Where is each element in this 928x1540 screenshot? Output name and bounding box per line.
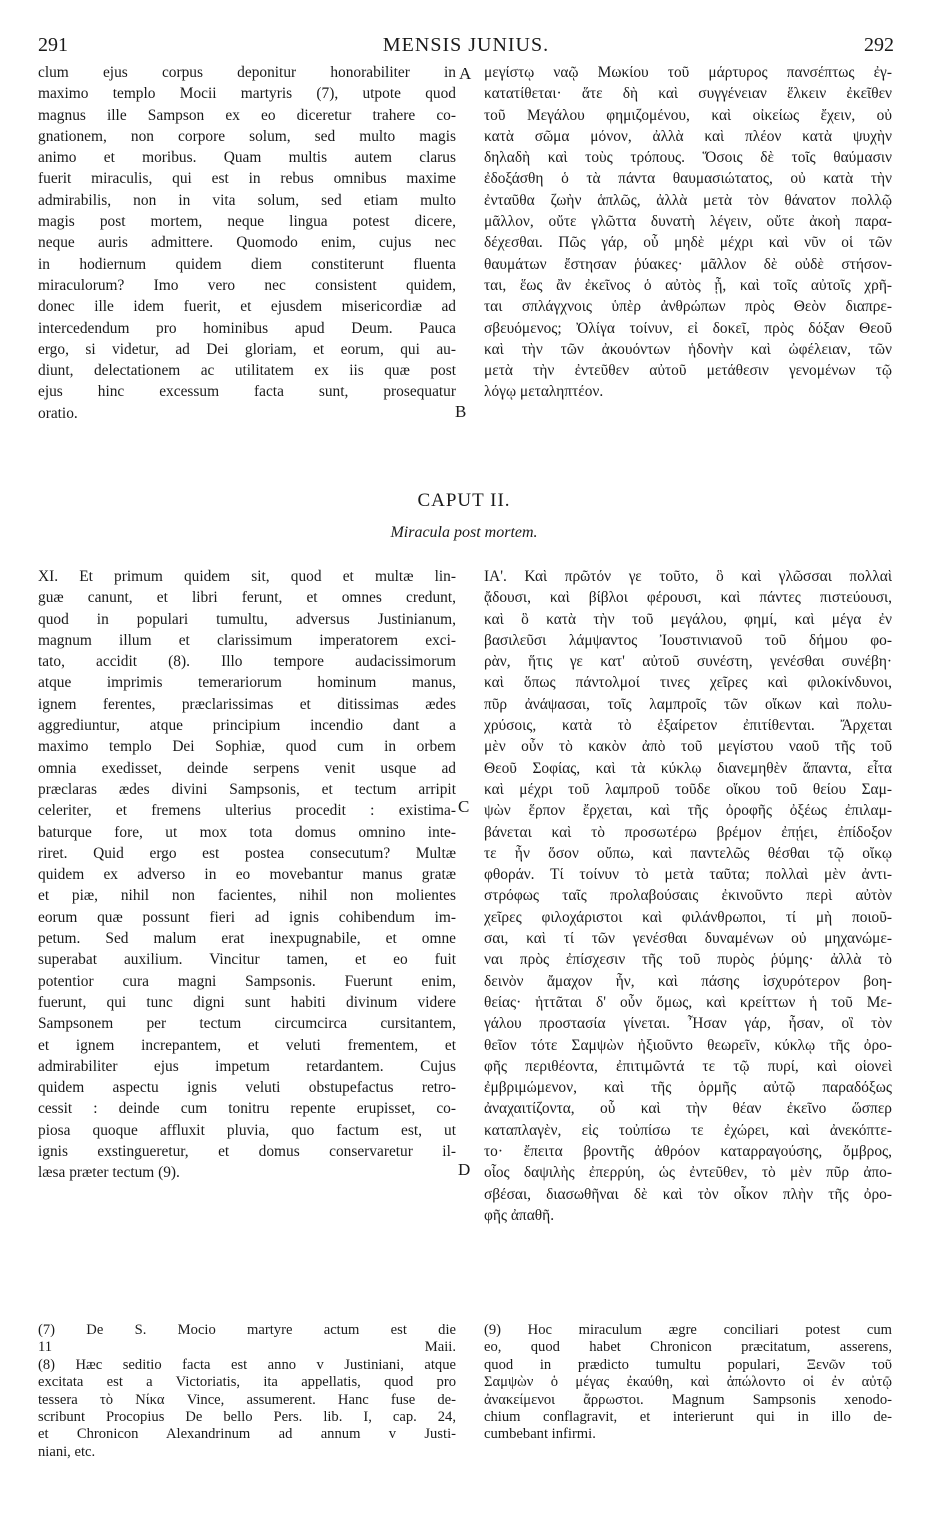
text-line: cumbebant infirmi. xyxy=(484,1426,596,1443)
text-line: τε ἦν ὅσον οὔπω, καὶ παντελῶς θέσθαι τῷ οἴκῳ xyxy=(484,844,892,862)
text-line: magnum illum et clarissimum imperatorem exci- xyxy=(38,631,456,649)
text-line: βάνεται καὶ τὸ προσωτέρω βρέμον ἐπῄει, ἐπίδοξον xyxy=(484,823,892,841)
text-line: animo et moribus. Quam multis autem clarus xyxy=(38,149,456,167)
text-line: admirabiliter ejus impetum retardantem. Cujus xyxy=(38,1057,456,1075)
text-line: χρύσοις, κατὰ τὸ ἐξαίρετον ἐπιτίθενται. Ἄρχεται xyxy=(484,717,892,735)
latin-column-main xyxy=(38,566,456,1184)
text-line: (7) De S. Mocio martyre actum est die xyxy=(38,1322,456,1338)
greek-column-top xyxy=(484,62,892,403)
text-line: μὲν οὖν τὸ κακὸν ἀπὸ τοῦ μεγίστου ναοῦ τῆς τοῦ xyxy=(484,738,892,756)
text-line: maximo templo Dei Sophiæ, quod cum in orbem xyxy=(38,738,456,756)
text-line: magnus ille Sampson ex eo diceretur trahere co- xyxy=(38,106,456,124)
text-line: maximo templo Mocii martyris (7), utpote quod xyxy=(38,85,456,103)
text-line: magis post mortem, neque lingua potest dicere, xyxy=(38,213,456,231)
text-line: fuerunt, qui tunc digni sunt habiti divinum videre xyxy=(38,993,456,1011)
text-line: guæ canunt, et libri ferunt, et omnes credunt, xyxy=(38,589,456,607)
footnotes-left xyxy=(38,1322,456,1461)
text-line: donec ille idem fuerit, et ejusdem misericordiæ ad xyxy=(38,298,456,316)
text-line: superabat auxilium. Vincitur tamen, et eo fuit xyxy=(38,951,456,969)
text-line: θαυμάτων ἔστησαν ῥύακες· μᾶλλον δὲ οὐδὲ στήσον- xyxy=(484,255,892,273)
text-line: (8) Hæc seditio facta est anno v Justiniani, atque xyxy=(38,1356,456,1373)
text-line: oratio. xyxy=(38,404,78,422)
text-line: et ignem increpantem, et veluti frementem, et xyxy=(38,1036,456,1054)
margin-marker-a: A xyxy=(459,64,472,83)
text-line: cessit : deinde cum tonitru repente erupisset, co- xyxy=(38,1100,456,1118)
running-header xyxy=(38,34,894,60)
text-line: στρόφως ταῖς προλαβούσαις ἐκινοῦντο περὶ αὐτὸν xyxy=(484,887,892,905)
text-line: omnia exedisset, deinde serpens venit usque ad xyxy=(38,759,456,777)
text-line: σβέσαι, διασωθῆναι δὲ καὶ τὸν οἶκον πλὴν τῆς ὀρο- xyxy=(484,1185,892,1203)
footnotes-right xyxy=(484,1322,892,1444)
text-line: θεῖον τότε Σαμψὼν ἠξιοῦντο θεωρεῖν, κύκλῳ τῆς ὀρο- xyxy=(484,1036,892,1054)
running-title: MENSIS JUNIUS. xyxy=(382,34,550,56)
text-line: aggrediuntur, atque principium incendio dant a xyxy=(38,717,456,735)
text-line: ναι πρὸς ἐπίσχεσιν τῆς τοῦ πυρὸς ῥύμης· ἀλλὰ τὸ xyxy=(484,951,892,969)
margin-marker-d: D xyxy=(458,1160,471,1179)
text-line: neque auris admittere. Quomodo enim, cujus nec xyxy=(38,234,456,252)
text-line: φῆς περιθέοντα, ἐπιτιμῶντά τε τῷ πυρί, καὶ οἱονεὶ xyxy=(484,1057,892,1075)
text-line: eorum quæ possunt fieri ad ignis cohibendum im- xyxy=(38,908,456,926)
text-line: præclaras ædes divini Sampsonis, et tectum arripit xyxy=(38,780,456,798)
text-line: (9) Hoc miraculum ægre conciliari potest cum xyxy=(484,1322,892,1338)
text-line: καὶ μέχρι τοῦ λαμπροῦ τοῦδε οἴκου τοῦ θείου Σαμ- xyxy=(484,780,892,798)
text-line: riret. Quid ergo est postea consecutum? Multæ xyxy=(38,844,456,862)
text-line: petum. Sed malum erat inexpugnabile, et omne xyxy=(38,930,456,948)
text-line: admirabilis, non in vita solum, sed etiam multo xyxy=(38,191,456,209)
text-line: potentior cura magni Sampsonis. Fuerunt enim, xyxy=(38,972,456,990)
text-line: niani, etc. xyxy=(38,1443,96,1460)
text-line: ἀνακείμενοι ἄρρωστοι. Magnum Sampsonis xenodo- xyxy=(484,1391,892,1408)
text-line: piosa quoque affluxit pluvia, quo factum est, ut xyxy=(38,1121,456,1139)
text-line: το· ἔπειτα βροντῆς ἀθρόον καταρραγούσης, ὄμβρος, xyxy=(484,1143,892,1161)
text-line: κατὰ σῶμα μόνον, ἀλλὰ καὶ πλέον κατὰ ψυχὴν xyxy=(484,127,892,145)
chapter-subtitle: Miracula post mortem. xyxy=(390,524,538,541)
text-line: μετὰ τὴν ἐντεῦθεν αὐτοῦ μετάθεσιν γενομένων τῷ xyxy=(484,362,892,380)
text-line: chium conflagravit, et interierunt qui in illo de- xyxy=(484,1408,892,1425)
text-line: θείας· ἡττᾶται δ' οὖν ὅμως, καὶ κρείττων ἡ τοῦ Με- xyxy=(484,993,892,1011)
text-line: læsa præter tectum (9). xyxy=(38,1164,180,1182)
text-line: tato, accidit (8). Illo tempore audacissimorum xyxy=(38,653,456,671)
text-line: fuerit miraculis, qui est in rebus omnibus maxime xyxy=(38,170,456,188)
text-line: miraculorum? Imo vero nec consistent quidem, xyxy=(38,276,456,294)
text-line: intercedendum pro hominibus apud Deum. Pauca xyxy=(38,319,456,337)
text-line: ἐδοξάσθη ὁ τὰ πάντα θαυμασιώτατος, οὐ κατὰ τὴν xyxy=(484,170,892,188)
text-line: tessera τὸ Νίκα Vince, assumerent. Hanc fuse de- xyxy=(38,1391,456,1408)
page-number-left: 291 xyxy=(38,34,68,56)
text-line: μᾶλλον, οὔτε γλῶττα δυνατὴ λέγειν, οὔτε ἀκοὴ παρα- xyxy=(484,213,892,231)
text-line: βασιλεῦσι λάμψαντος Ἰουστινιανοῦ τοῦ δήμου φο- xyxy=(484,631,892,649)
text-line: καταπλαγὲν, εἰς τοὐπίσω τε ἐχώρει, καὶ ἀνεκόπτε- xyxy=(484,1121,892,1139)
text-line: scribunt Procopius De bello Pers. lib. I, cap. 24, xyxy=(38,1408,456,1425)
text-line: σβευόμενος; Ὀλίγα τοίνυν, εἰ δοκεῖ, πρὸς δόξαν Θεοῦ xyxy=(484,319,892,337)
text-line: Sampsonem per tectum circumcirca cursitantem, xyxy=(38,1015,456,1033)
text-line: ignem ferentes, præclarissimas et ditissimas ædes xyxy=(38,695,456,713)
text-line: in hodiernum quidem diem constiterunt fluenta xyxy=(38,255,456,273)
text-line: δεινὸν ἄμαχον ἦν, καὶ πάσης ἰσχυρότερον βοη- xyxy=(484,972,892,990)
text-line: ἐμβριμώμενον, καὶ τῆς ὁρμῆς αὐτῷ παραδόξως xyxy=(484,1079,892,1097)
text-line: atque imprimis temerariorum hominum manus, xyxy=(38,674,456,692)
text-line: ignis exstingueretur, et domus conservaretur il- xyxy=(38,1143,456,1161)
text-line: λόγῳ μεταληπτέον. xyxy=(484,383,604,401)
text-line: quidem ex adverso in eo movebantur manus gratæ xyxy=(38,866,456,884)
text-line: ΙΑ'. Καὶ πρῶτόν γε τοῦτο, ὃ καὶ γλῶσσαι πολλαὶ xyxy=(484,568,892,585)
text-line: τοῦ Μεγάλου φημιζομένου, καὶ οἰκείως ἔχειν, οὐ xyxy=(484,106,892,124)
text-line: φθοράν. Τί τοίνυν τὸ μετὰ ταῦτα; πολλαὶ μὲν ἀντι- xyxy=(484,866,892,884)
text-line: Θεοῦ Σοφίας, καὶ τὰ κύκλῳ διανεμηθὲν ἅπαντα, εἶτα xyxy=(484,759,892,777)
text-line: diunt, delectationem ac utilitatem ex iis quæ post xyxy=(38,362,456,380)
text-line: σαι, καὶ τί τῶν γενέσθαι δυναμένων οὐ μηχανώμε- xyxy=(484,930,892,948)
text-line: ται σπλάγχνοις ὑπὲρ ἀνθρώπων πρὸς Θεὸν διαπρε- xyxy=(484,298,892,316)
text-line: ᾄδουσι, καὶ βίβλοι φέρουσι, καὶ πάντες πιστεύουσι, xyxy=(484,589,892,607)
greek-column-main xyxy=(484,566,892,1226)
text-line: quod in prædicto tumultu populari, Ξενῶν τοῦ xyxy=(484,1356,892,1373)
margin-marker-b: B xyxy=(455,402,467,421)
text-line: χεῖρες φιλοχάριστοι καὶ φιλάνθρωποι, τί μὴ ποιοῦ- xyxy=(484,908,892,926)
margin-marker-c: C xyxy=(458,797,470,816)
text-line: κατατίθεται· ἅτε δὴ καὶ συγγένειαν ἕλκειν ἐκεῖθεν xyxy=(484,85,892,103)
text-line: οἷος δαψιλὴς ἐπερρύη, ὡς ἐντεῦθεν, τὸ μὲν πῦρ ἀπο- xyxy=(484,1164,892,1182)
text-line: ἐνταῦθα ζωὴν ἁπλῶς, ἀλλὰ μετὰ τὸν θάνατον πολλῷ xyxy=(484,191,892,209)
text-line: πῦρ ἀνάψασαι, τοῖς λαμπροῖς τῶν οἴκων καὶ πολυ- xyxy=(484,695,892,713)
text-line: clum ejus corpus deponitur honorabiliter in xyxy=(38,64,456,81)
page-number-right: 292 xyxy=(864,34,894,56)
text-line: μεγίστῳ ναῷ Μωκίου τοῦ μάρτυρος πανσέπτως ἐγ- xyxy=(484,64,892,81)
text-line: ψὼν ἕρπον ἔρχεται, καὶ τῆς ὀροφῆς ὀξέως ἐπιλαμ- xyxy=(484,802,892,820)
text-line: eo, quod habet Chronicon præcitatum, asserens, xyxy=(484,1339,892,1356)
latin-column-top xyxy=(38,62,456,424)
text-line: et piæ, nihil non facientes, nihil non molientes xyxy=(38,887,456,905)
text-line: 11 Maii. xyxy=(38,1339,456,1356)
text-line: XI. Et primum quidem sit, quod et multæ lin- xyxy=(38,568,456,585)
text-line: excitata est a Victoriatis, ita appellatis, quod pro xyxy=(38,1374,456,1391)
text-line: δηλαδὴ καὶ τοὺς τρόπους. Ὅσοις δὲ τοῖς θαύμασιν xyxy=(484,149,892,167)
text-line: baturque fore, ut mox tota domus omnino inte- xyxy=(38,823,456,841)
text-line: gnationem, non corpore solum, sed multo magis xyxy=(38,127,456,145)
text-line: ἀναχαιτίζοντα, οὗ καὶ τὴν θέαν ἐκεῖνο ὥσπερ xyxy=(484,1100,892,1118)
text-line: ται, ἕως ἂν ἐκεῖνος ὁ αὐτὸς ᾖ, καὶ τοῖς αὐτοῖς χρῆ- xyxy=(484,276,892,294)
text-line: et Chronicon Alexandrinum ad annum v Justi- xyxy=(38,1426,456,1443)
text-line: ejus hinc excessum facta sunt, prosequatur xyxy=(38,383,456,401)
text-line: celeriter, et fremens ulterius procedit : existima- xyxy=(38,802,456,820)
text-line: δέχεσθαι. Πῶς γάρ, οὗ μηδὲ μέχρι καὶ νῦν οἱ τῶν xyxy=(484,234,892,252)
chapter-title: CAPUT II. xyxy=(417,490,511,511)
text-line: ρὰν, ἥτις γε κατ' αὐτοῦ συνέστη, γενέσθαι συνέβη· xyxy=(484,653,892,671)
text-line: καὶ ὅπως πάντολμοί τινες χεῖρες καὶ φιλοκίνδυνοι, xyxy=(484,674,892,692)
text-line: quidem aspectu ignis veluti obstupefactus retro- xyxy=(38,1079,456,1097)
text-line: Σαμψὼν ὁ μέγας ἐκαύθη, καὶ ἀπώλοντο οἱ ἐν αὐτῷ xyxy=(484,1374,892,1391)
text-line: γάλου προστασία γίνεται. Ἦσαν γάρ, ἦσαν, οἳ τὸν xyxy=(484,1015,892,1033)
text-line: φῆς ἀπαθῆ. xyxy=(484,1206,555,1224)
text-line: καὶ ὃ κατὰ τὴν τοῦ μεγάλου, φημί, καὶ μέγα ἐν xyxy=(484,610,892,628)
text-line: καὶ τὴν τῶν ἀκουόντων ἡδονὴν καὶ ὠφέλειαν, τῶν xyxy=(484,340,892,358)
text-line: ergo, si videtur, ad Dei gloriam, et eorum, qui au- xyxy=(38,340,456,358)
text-line: quod in populari tumultu, adversus Justinianum, xyxy=(38,610,456,628)
